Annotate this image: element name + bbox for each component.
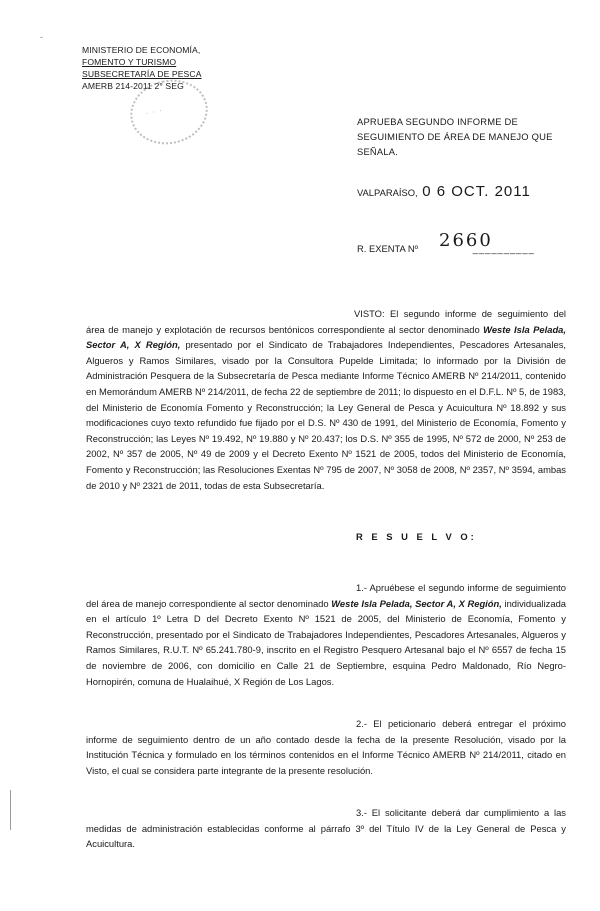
item-1-rest: individualizada en el artículo 1º Letra D del Decreto Exento Nº 1521 de 2005, del Ministerio de Economía, Fomento y Reconstrucción, presentado por el Sindicato de Trabajadores Independientes, Pescadores Artesanales, Algueros y Ramos Similares, R.U.T. Nº 65.241.780-9, inscrito en el Registro Pesquero Artesanal bajo el Nº 6557 de fecha 15 de noviembre de 2006, con domicilio en Calle 21 de Septiembre, esquina Pedro Maldonado, Río Negro-Hornopirén, comuna de Hualaihué, X Región de Los Lagos.: [86, 597, 567, 687]
item-2-text: 2.- El peticionario deberá entregar el próximo informe de seguimiento dentro de un año contado desde la fecha de la presente Resolución, visado por la Institución Técnica y formulado en los términos contenidos en el Informe Técnico AMERB Nº 214/2011, citado en Visto, el cual se considera parte integrante de la presente resolución.: [86, 718, 566, 776]
visto-paragraph: [86, 306, 566, 493]
resolution-number-value: 2660: [439, 230, 493, 251]
reference-code: AMERB 214-2011 2° SEG: [82, 81, 184, 91]
margin-tick: -: [40, 32, 43, 42]
item-1-sector: Weste Isla Pelada, Sector A, X Región,: [331, 597, 502, 609]
item-1-intro: 1.- Apruébese el segundo informe de seguimiento del área de manejo correspondiente al sector denominado: [86, 582, 566, 609]
resolution-label: R. EXENTA Nº: [357, 243, 419, 254]
resuelvo-heading: R E S U E L V O:: [356, 531, 477, 542]
margin-line: [10, 790, 11, 830]
city-label: VALPARAÍSO,: [357, 187, 418, 198]
visto-sector: Weste Isla Pelada, Sector A, X Región,: [86, 323, 566, 351]
date-stamp: 0 6 OCT. 2011: [422, 183, 531, 200]
item-2: [86, 716, 566, 778]
item-1: [86, 580, 566, 689]
item-3: [86, 805, 566, 852]
subsecretariat-line: SUBSECRETARÍA DE PESCA: [82, 69, 202, 79]
official-stamp: · · ·: [124, 73, 214, 152]
place-date: [357, 183, 531, 200]
item-3-text: 3.- El solicitante deberá dar cumplimiento a las medidas de administración establecidas conforme al párrafo 3º del Título IV de la Ley General de Pesca y Acuicultura.: [86, 807, 566, 850]
resolution-underline: __________: [472, 243, 535, 254]
resolution-number: [357, 230, 535, 254]
visto-intro: VISTO: El segundo informe de seguimiento del área de manejo y explotación de recursos bentónicos correspondiente al sector denominado: [86, 308, 566, 335]
visto-rest: presentado por el Sindicato de Trabajadores Independientes, Pescadores Artesanales, Algueros y Ramos Similares, visado por la Consultora Pupelde Limitada; lo informado por la División de Administración Pesquera de la Subsecretaría de Pesca mediante Informe Técnico AMERB Nº 214/2011, contenido en Memorándum AMERB Nº 214/2011, de fecha 22 de septiembre de 2011; lo dispuesto en el D.F.L. Nº 5, de 1983, del Ministerio de Economía Fomento y Reconstrucción; la Ley General de Pesca y Acuicultura Nº 18.892 y sus modificaciones cuyo texto refundido fue fijado por el D.S. Nº 430 de 1991, del Ministerio de Economía, Fomento y Reconstrucción; las Leyes Nº 19.492, Nº 19.880 y Nº 20.437; los D.S. Nº 355 de 1995, Nº 572 de 2000, Nº 253 de 2002, Nº 357 de 2005, Nº 49 de 2009 y el Decreto Exento Nº 1521 de 2005, todos del Ministerio de Economía, Fomento y Reconstrucción; las Resoluciones Exentas Nº 795 de 2007, Nº 3058 de 2008, Nº 2357, Nº 3594, ambas de 2010 y Nº 2321 de 2011, todas de esta Subsecretaría.: [86, 339, 566, 491]
ministry-line-2: FOMENTO Y TURISMO: [82, 57, 177, 67]
subject-line: APRUEBA SEGUNDO INFORME DE SEGUIMIENTO DE ÁREA DE MANEJO QUE SEÑALA.: [357, 116, 553, 157]
ministry-line: MINISTERIO DE ECONOMÍA,: [82, 45, 201, 55]
